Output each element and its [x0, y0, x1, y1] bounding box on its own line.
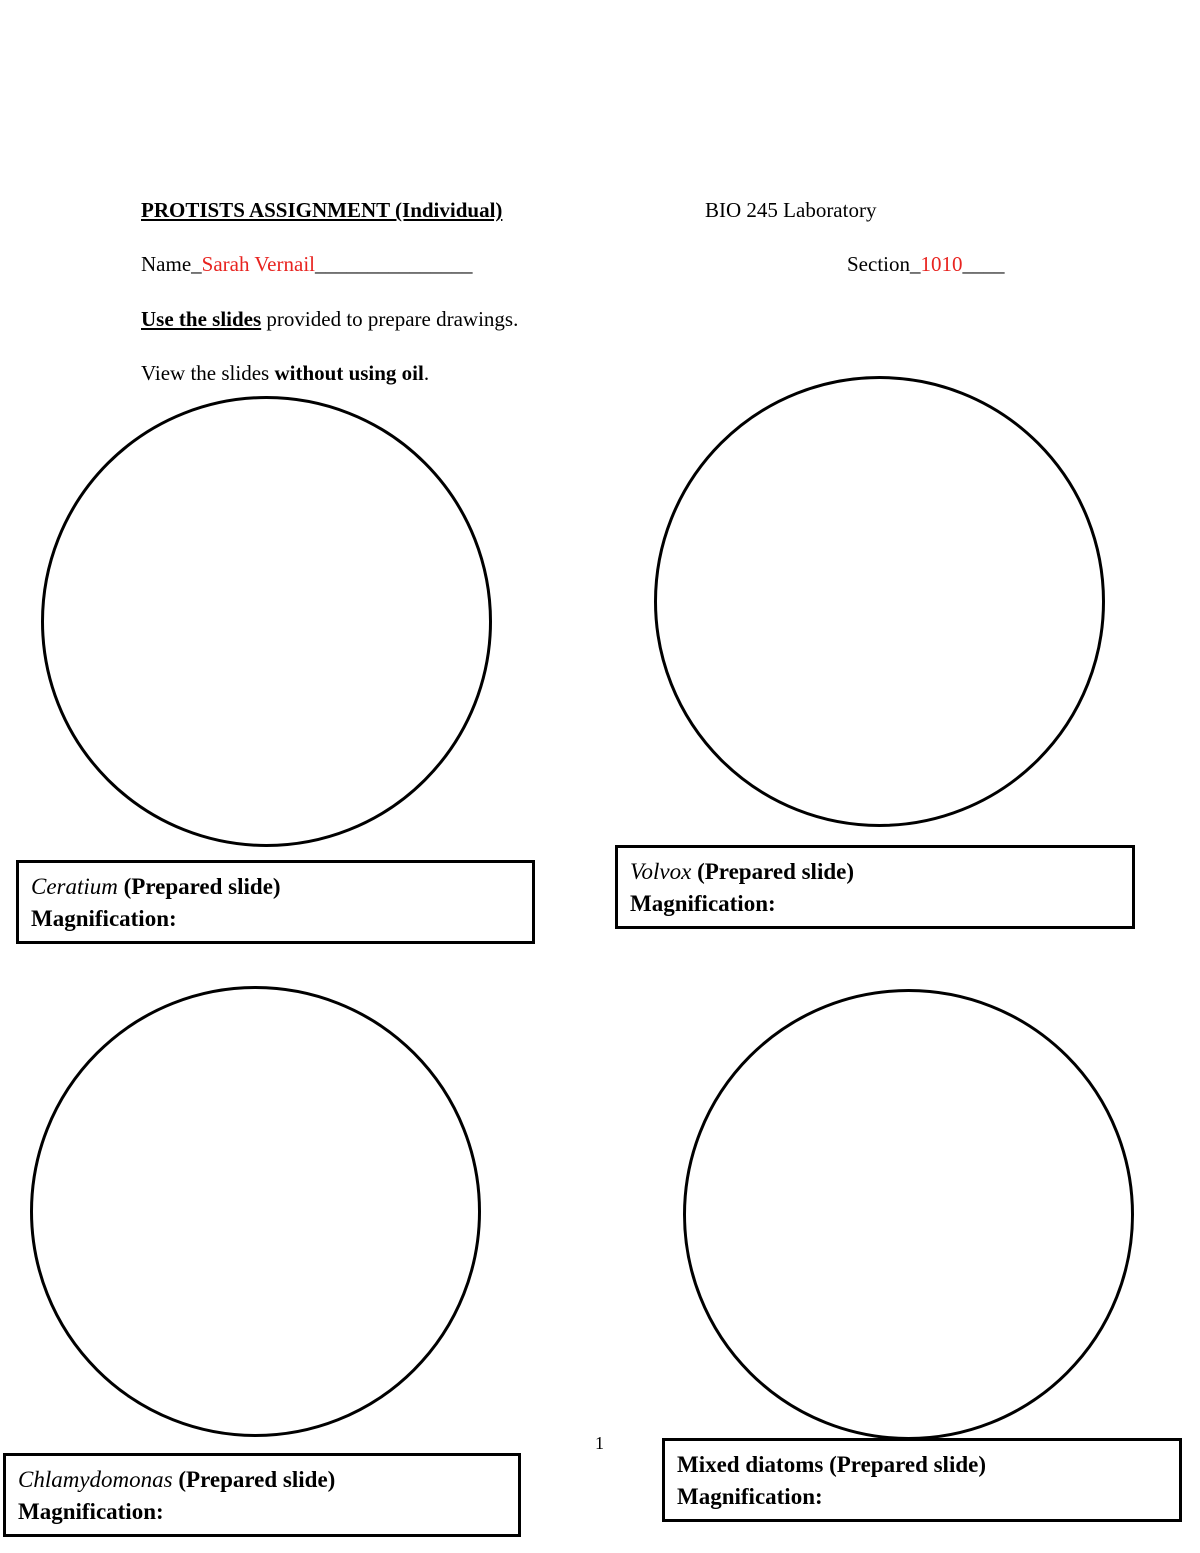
section-label: Section_ [847, 252, 921, 276]
name-value: Sarah Vernail [201, 252, 315, 276]
instruction-2-end: . [423, 361, 430, 385]
name-label: Name_ [141, 252, 202, 276]
drawing-circle-chlamydomonas[interactable] [30, 986, 481, 1437]
instruction-line-1 [141, 309, 518, 330]
caption-title [677, 1449, 1167, 1481]
organism-name: Chlamydomonas [18, 1467, 173, 1492]
page-number: 1 [595, 1433, 604, 1453]
caption-box-ceratium [16, 860, 535, 944]
instruction-2-start: View the slides [141, 361, 275, 385]
course-label: BIO 245 Laboratory [705, 198, 877, 222]
caption-title [31, 871, 520, 903]
assignment-title [141, 200, 502, 221]
magnification-label: Magnification: [31, 906, 177, 931]
slide-type: (Prepared slide) [172, 1467, 336, 1492]
organism-name: Ceratium [31, 874, 118, 899]
magnification-label: Magnification: [630, 891, 776, 916]
drawing-circle-diatoms[interactable] [683, 989, 1134, 1440]
instruction-1-bold: Use the slides [141, 307, 262, 331]
caption-box-chlamydomonas [3, 1453, 521, 1537]
slide-type: (Prepared slide) [117, 874, 281, 899]
instruction-1-rest: provided to prepare drawings. [261, 307, 519, 331]
name-blank: _______________ [314, 252, 473, 276]
organism-name: Mixed diatoms [677, 1452, 824, 1477]
slide-type: (Prepared slide) [823, 1452, 986, 1477]
caption-title [630, 856, 1120, 888]
caption-box-diatoms [662, 1438, 1182, 1522]
instruction-2-bold: without using oil [274, 361, 424, 385]
magnification-label: Magnification: [18, 1499, 164, 1524]
caption-title [18, 1464, 506, 1496]
organism-name: Volvox [630, 859, 692, 884]
drawing-circle-volvox[interactable] [654, 376, 1105, 827]
magnification-label: Magnification: [677, 1484, 823, 1509]
section-field[interactable] [847, 254, 1005, 275]
section-blank: ____ [962, 252, 1005, 276]
caption-box-volvox [615, 845, 1135, 929]
name-field[interactable] [141, 254, 472, 275]
instruction-line-2 [141, 363, 429, 384]
assignment-title-text: PROTISTS ASSIGNMENT (Individual) [141, 198, 503, 222]
drawing-circle-ceratium[interactable] [41, 396, 492, 847]
slide-type: (Prepared slide) [691, 859, 854, 884]
section-value: 1010 [920, 252, 963, 276]
